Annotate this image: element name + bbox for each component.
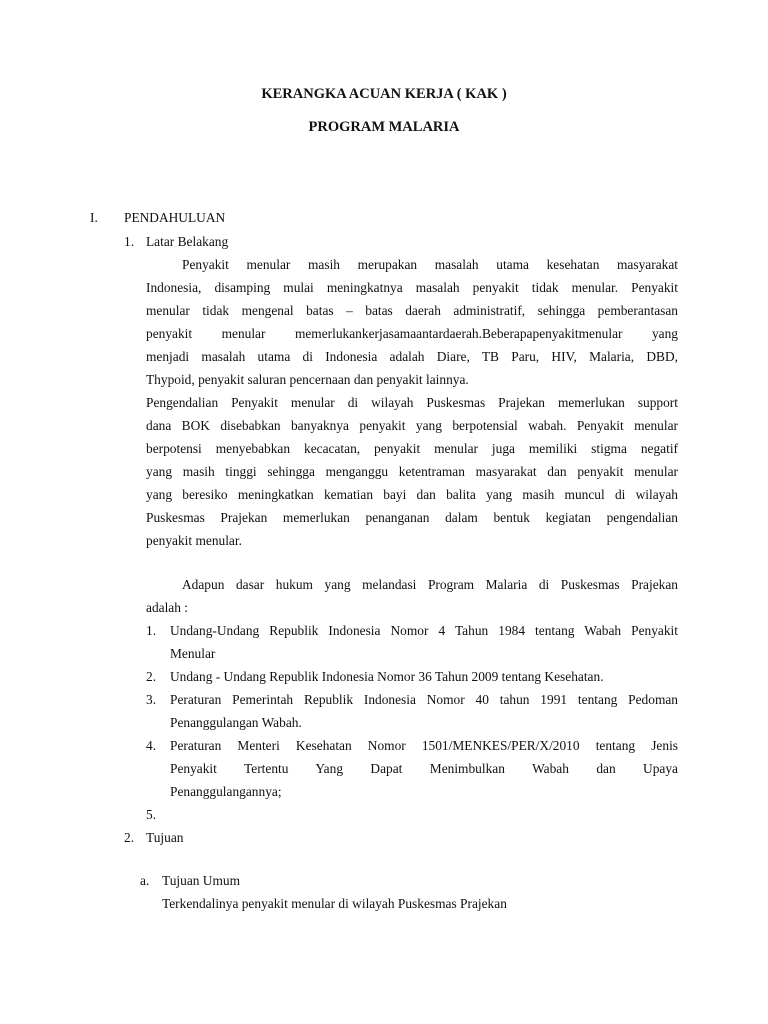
list-number: 3. (146, 692, 157, 707)
sub-item-heading: Tujuan Umum (162, 873, 241, 888)
paragraph-line: Pengendalian Penyakit menular di wilayah Puskesmas Prajekan memerlukan support (146, 395, 678, 410)
sub-item-letter: a. (140, 873, 150, 888)
subsection-heading: Tujuan (146, 830, 184, 845)
paragraph-line: menular tidak mengenal batas – batas daerah administratif, sehingga pemberantasan (146, 303, 678, 318)
subsection-heading: Latar Belakang (146, 234, 229, 249)
document-title: KERANGKA ACUAN KERJA ( KAK ) (261, 86, 507, 102)
paragraph-line: adalah : (146, 600, 189, 615)
list-item-line: Undang-Undang Republik Indonesia Nomor 4 Tahun 1984 tentang Wabah Penyakit (170, 623, 678, 638)
paragraph-line: Indonesia, disamping mulai meningkatnya masalah penyakit tidak menular. Penyakit (146, 280, 678, 295)
section-numeral: I. (90, 210, 98, 225)
document-subtitle: PROGRAM MALARIA (308, 119, 460, 135)
subsection-number: 2. (124, 830, 135, 845)
paragraph-line: berpotensi menyebabkan kecacatan, penyakit menular juga memiliki stigma negatif (146, 441, 678, 456)
list-item-line: Penanggulangan Wabah. (170, 715, 302, 730)
list-number: 4. (146, 738, 157, 753)
list-number: 5. (146, 807, 157, 822)
paragraph-line: Adapun dasar hukum yang melandasi Program Malaria di Puskesmas Prajekan (182, 577, 678, 592)
paragraph-line: dana BOK disebabkan banyaknya penyakit yang berpotensial wabah. Penyakit menular (146, 418, 678, 433)
paragraph-line: Puskesmas Prajekan memerlukan penanganan dalam bentuk kegiatan pengendalian (146, 510, 678, 525)
list-item-line: Undang - Undang Republik Indonesia Nomor 36 Tahun 2009 tentang Kesehatan. (170, 669, 604, 684)
paragraph-line: menjadi masalah utama di Indonesia adalah Diare, TB Paru, HIV, Malaria, DBD, (146, 349, 678, 364)
paragraph-line: yang beresiko meningkatkan kematian bayi dan balita yang masih muncul di wilayah (146, 487, 678, 502)
list-item-line: Penyakit Tertentu Yang Dapat Menimbulkan Wabah dan Upaya (170, 761, 678, 776)
list-item-line: Penanggulangannya; (170, 784, 282, 799)
list-number: 2. (146, 669, 157, 684)
list-item-line: Peraturan Menteri Kesehatan Nomor 1501/MENKES/PER/X/2010 tentang Jenis (170, 738, 678, 753)
subsection-number: 1. (124, 234, 135, 249)
section-heading: PENDAHULUAN (124, 210, 226, 225)
list-item-line: Menular (170, 646, 216, 661)
list-item-line: Peraturan Pemerintah Republik Indonesia Nomor 40 tahun 1991 tentang Pedoman (170, 692, 678, 707)
paragraph-line: yang masih tinggi sehingga menganggu ketentraman masyarakat dan penyakit menular (146, 464, 678, 479)
paragraph-line: Thypoid, penyakit saluran pencernaan dan penyakit lainnya. (146, 372, 469, 387)
paragraph-line: Penyakit menular masih merupakan masalah utama kesehatan masyarakat (182, 257, 678, 272)
paragraph-line: penyakit menular memerlukankerjasamaantardaerah.Beberapapenyakitmenular yang (146, 326, 678, 341)
sub-item-text: Terkendalinya penyakit menular di wilayah Puskesmas Prajekan (162, 896, 507, 911)
list-number: 1. (146, 623, 157, 638)
paragraph-line: penyakit menular. (146, 533, 242, 548)
